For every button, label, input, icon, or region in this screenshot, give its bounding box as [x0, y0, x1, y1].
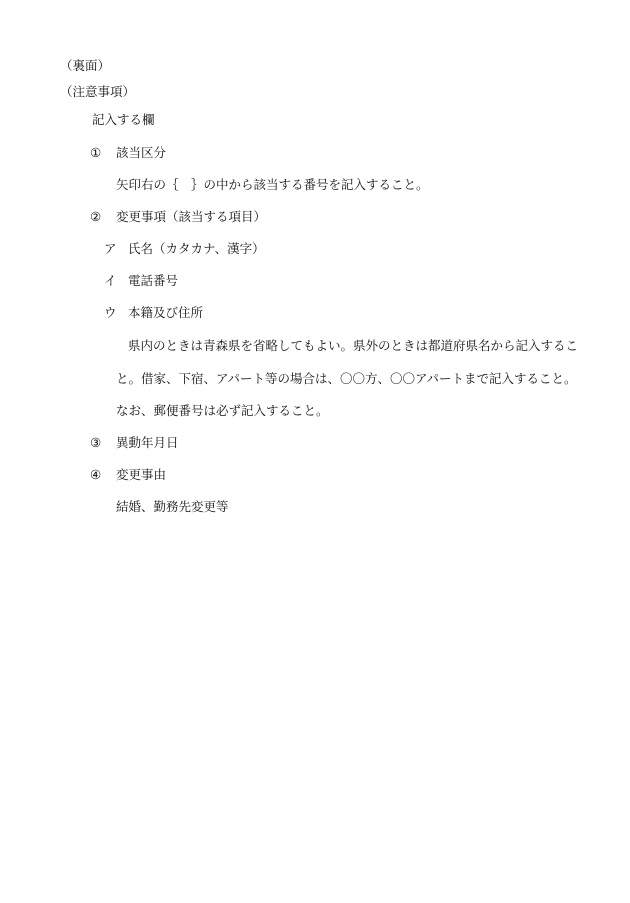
sub-a-mark: ア [104, 241, 117, 256]
item1-title: 該当区分 [116, 145, 167, 160]
notes-title: （注意事項） [60, 84, 136, 99]
sub-u-description-line1: 県内のときは青森県を省略してもよい。県外のときは都道府県名から記入するこ [128, 338, 579, 353]
item4-description: 結婚、勤務先変更等 [116, 499, 229, 514]
item2-number: ② [90, 209, 102, 224]
sub-u-mark: ウ [104, 305, 117, 320]
item1-description: 矢印右の｛ ｝の中から該当する番号を記入すること。 [116, 177, 429, 192]
item4-number: ④ [90, 467, 102, 482]
sub-u-description-line2: と。借家、下宿、アパート等の場合は、〇〇方、〇〇アパートまで記入すること。 [116, 371, 577, 386]
item1-number: ① [90, 145, 102, 160]
sub-i-text: 電話番号 [128, 273, 179, 288]
item4-title: 変更事由 [116, 467, 167, 482]
item3-number: ③ [90, 435, 102, 450]
item3-title: 異動年月日 [116, 435, 179, 450]
sub-a-text: 氏名（カタカナ、漢字） [128, 241, 265, 256]
section-heading: 記入する欄 [92, 112, 155, 127]
side-label: （裏面） [60, 58, 111, 73]
sub-u-text: 本籍及び住所 [128, 305, 204, 320]
sub-u-description-line3: なお、郵便番号は必ず記入すること。 [116, 403, 329, 418]
item2-title: 変更事項（該当する項目） [116, 209, 267, 224]
sub-i-mark: イ [104, 273, 117, 288]
